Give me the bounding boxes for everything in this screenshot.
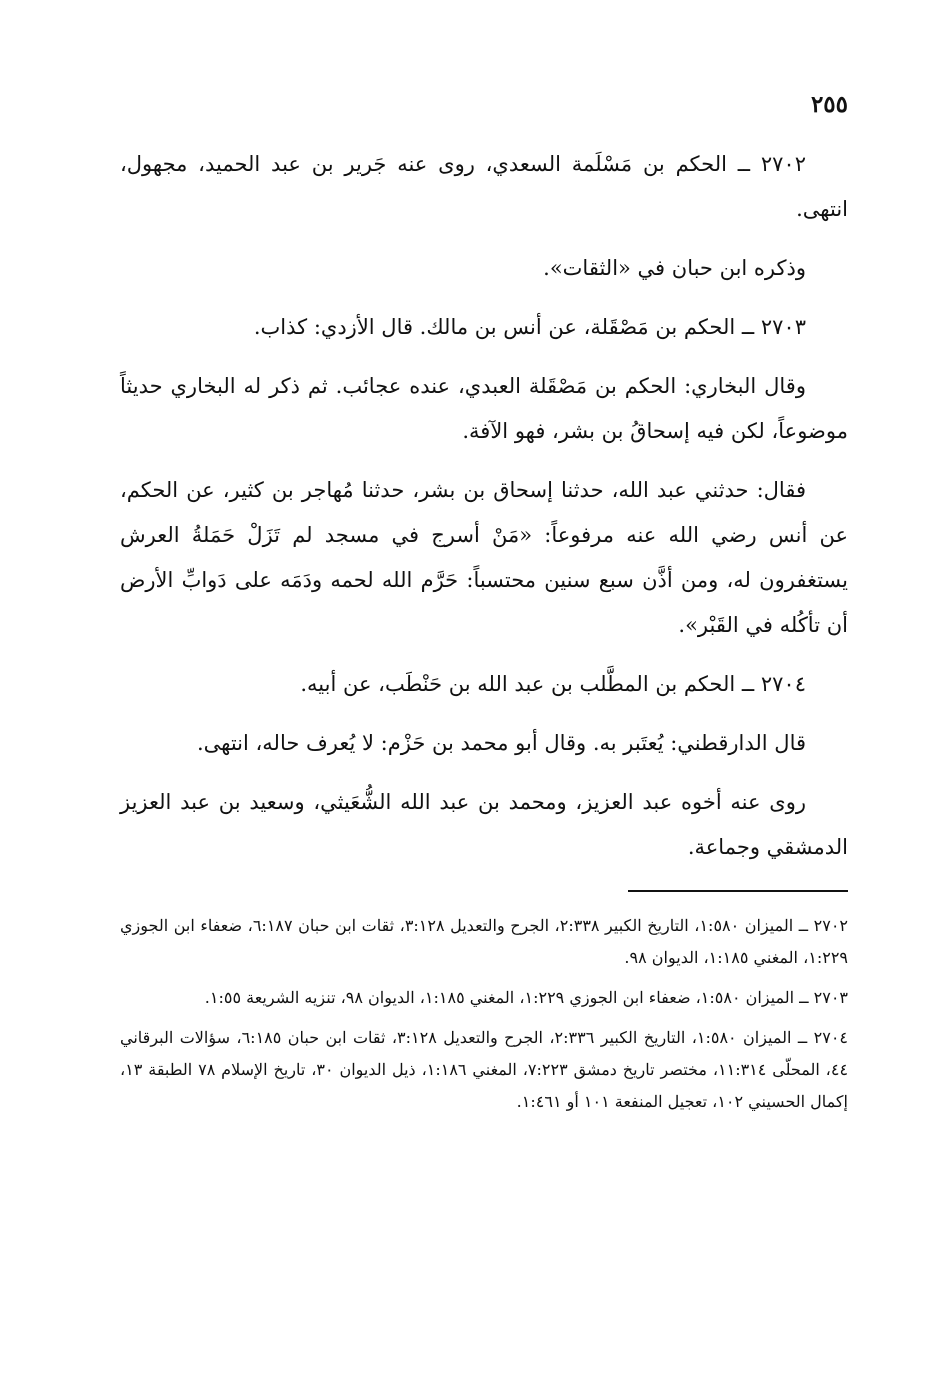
bukhari-note-paragraph: وقال البخاري: الحكم بن مَصْقَلة العبدي، عنده عجائب. ثم ذكر له البخاري حديثاً موضوعاً، لكن فيه إسحاقُ بن بشر، فهو الآفة. [120, 374, 848, 443]
entry-2703-paragraph: ٢٧٠٣ ــ الحكم بن مَصْقَلة، عن أنس بن مالك. قال الأزدي: كذاب. [253, 315, 806, 339]
footnotes [120, 910, 848, 1118]
ibn-hibban-note-paragraph: وذكره ابن حبان في «الثقات». [543, 256, 806, 280]
page-number: ٢٥٥ [810, 91, 848, 118]
hadith-paragraph: فقال: حدثني عبد الله، حدثنا إسحاق بن بشر، حدثنا مُهاجر بن كثير، عن الحكم، عن أنس رضي الله عنه مرفوعاً: «مَنْ أسرج في مسجد لم تَزَلْ حَمَلةُ العرش يستغفرون له، ومن أذَّن سبع سنين محتسباً: حَرَّم الله لحمه ودَمَه على دَوابِّ الأرض أن تأكُله في القَبْر». [120, 478, 848, 637]
daraqutni-note-paragraph: قال الدارقطني: يُعتَبر به. وقال أبو محمد بن حَزْم: لا يُعرف حاله، انتهى. [196, 731, 806, 755]
footnote-divider [628, 890, 848, 892]
footnote-2702: ٢٧٠٢ ــ الميزان ١:٥٨٠، التاريخ الكبير ٢:٣٣٨، الجرح والتعديل ٣:١٢٨، ثقات ابن حبان ٦:١٨٧، ضعفاء ابن الجوزي ١:٢٢٩، المغني ١:١٨٥، الديوان ٩٨. [120, 916, 849, 967]
footnote-2703: ٢٧٠٣ ــ الميزان ١:٥٨٠، ضعفاء ابن الجوزي ١:٢٢٩، المغني ١:١٨٥، الديوان ٩٨، تنزيه الشريعة ١:٥٥. [204, 988, 848, 1007]
narrators-paragraph: روى عنه أخوه عبد العزيز، ومحمد بن عبد الله الشُّعَيثي، وسعيد بن عبد العزيز الدمشقي وجماعة. [120, 790, 848, 859]
entry-2704-paragraph: ٢٧٠٤ ــ الحكم بن المطَّلب بن عبد الله بن حَنْطَب، عن أبيه. [300, 672, 806, 696]
main-text [120, 142, 848, 870]
entry-2702-paragraph: ٢٧٠٢ ــ الحكم بن مَسْلَمة السعدي، روى عنه جَرير بن عبد الحميد، مجهول، انتهى. [120, 152, 848, 221]
book-page [120, 88, 848, 1126]
footnote-2704: ٢٧٠٤ ــ الميزان ١:٥٨٠، التاريخ الكبير ٢:٣٣٦، الجرح والتعديل ٣:١٢٨، ثقات ابن حبان ٦:١٨٥، سؤالات البرقاني ٤٤، المحلّى ١١:٣١٤، مختصر تاريخ دمشق ٧:٢٢٣، المغني ١:١٨٦، ذيل الديوان ٣٠، تاريخ الإسلام ٧٨ الطبقة ١٣، إكمال الحسيني ١٠٢، تعجيل المنفعة ١٠١ أو ١:٤٦١. [120, 1028, 849, 1111]
